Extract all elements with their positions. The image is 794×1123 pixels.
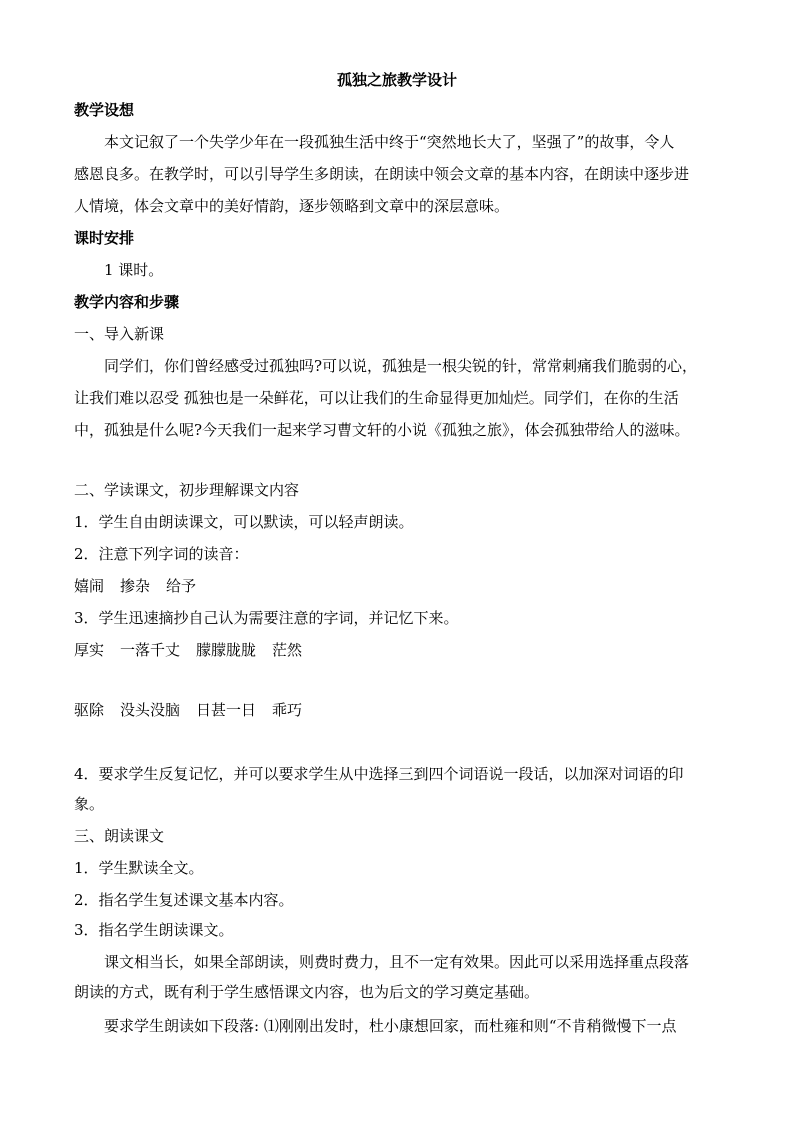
intent-line: 本文记叙了一个失学少年在一段孤独生活中终于“突然地长大了，坚强了”的故事，令人 (104, 133, 675, 151)
intent-line: 感恩良多。在教学时，可以引导学生多朗读，在朗读中领会文章的基本内容，在朗读中逐步进 (74, 165, 690, 183)
word: 没头没脑 (120, 701, 181, 719)
part2-item: 4．要求学生反复记忆，并可以要求学生从中选择三到四个词语说一段话，以加深对词语的印 (74, 765, 684, 783)
word: 嬉闹 (74, 577, 105, 595)
part2-item: 3．学生迅速摘抄自己认为需要注意的字词，并记忆下来。 (74, 609, 459, 627)
word: 给予 (166, 577, 197, 595)
word-list-b (74, 640, 318, 660)
word-list-a (74, 576, 212, 596)
word: 驱除 (74, 701, 105, 719)
word: 掺杂 (120, 577, 151, 595)
part3-paragraph-line: 朗读的方式，既有利于学生感悟课文内容，也为后文的学习奠定基础。 (74, 983, 540, 1001)
word: 厚实 (74, 641, 105, 659)
heading-steps: 教学内容和步骤 (74, 293, 180, 311)
part1-line: 同学们，你们曾经感受过孤独吗?可以说，孤独是一根尖锐的针，常常刺痛我们脆弱的心， (104, 357, 698, 375)
document-title: 孤独之旅教学设计 (336, 71, 457, 89)
part3-heading: 三、朗读课文 (74, 827, 165, 845)
part3-paragraph-line: 要求学生朗读如下段落: ⑴刚刚出发时，杜小康想回家，而杜雍和则“不肯稍微慢下一点 (104, 1017, 677, 1035)
part2-item: 1．学生自由朗读课文，可以默读，可以轻声朗读。 (74, 513, 414, 531)
schedule-text: 1 课时。 (104, 261, 164, 279)
word: 茫然 (272, 641, 303, 659)
part1-line: 让我们难以忍受 孤独也是一朵鲜花，可以让我们的生命显得更加灿烂。同学们，在你的生活 (74, 389, 679, 407)
part2-heading: 二、学读课文，初步理解课文内容 (74, 481, 300, 499)
word: 一落千丈 (120, 641, 181, 659)
part2-item: 2．注意下列字词的读音： (74, 545, 249, 563)
part3-item: 2．指名学生复述课文基本内容。 (74, 891, 294, 909)
part1-line: 中，孤独是什么呢?今天我们一起来学习曹文轩的小说《孤独之旅》，体会孤独带给人的滋味。 (74, 421, 690, 439)
heading-teaching-intent: 教学设想 (74, 101, 135, 119)
word: 乖巧 (272, 701, 303, 719)
intent-line: 人情境，体会文章中的美好情韵，逐步领略到文章中的深层意味。 (74, 197, 510, 215)
part2-item: 象。 (74, 795, 105, 813)
heading-schedule: 课时安排 (74, 229, 135, 247)
word-list-c (74, 700, 318, 720)
part3-item: 1．学生默读全文。 (74, 859, 204, 877)
part3-paragraph-line: 课文相当长，如果全部朗读，则费时费力，且不一定有效果。因此可以采用选择重点段落 (104, 953, 690, 971)
part1-heading: 一、导入新课 (74, 325, 165, 343)
word: 朦朦胧胧 (196, 641, 257, 659)
word: 日甚一日 (196, 701, 257, 719)
part3-item: 3．指名学生朗读课文。 (74, 921, 234, 939)
